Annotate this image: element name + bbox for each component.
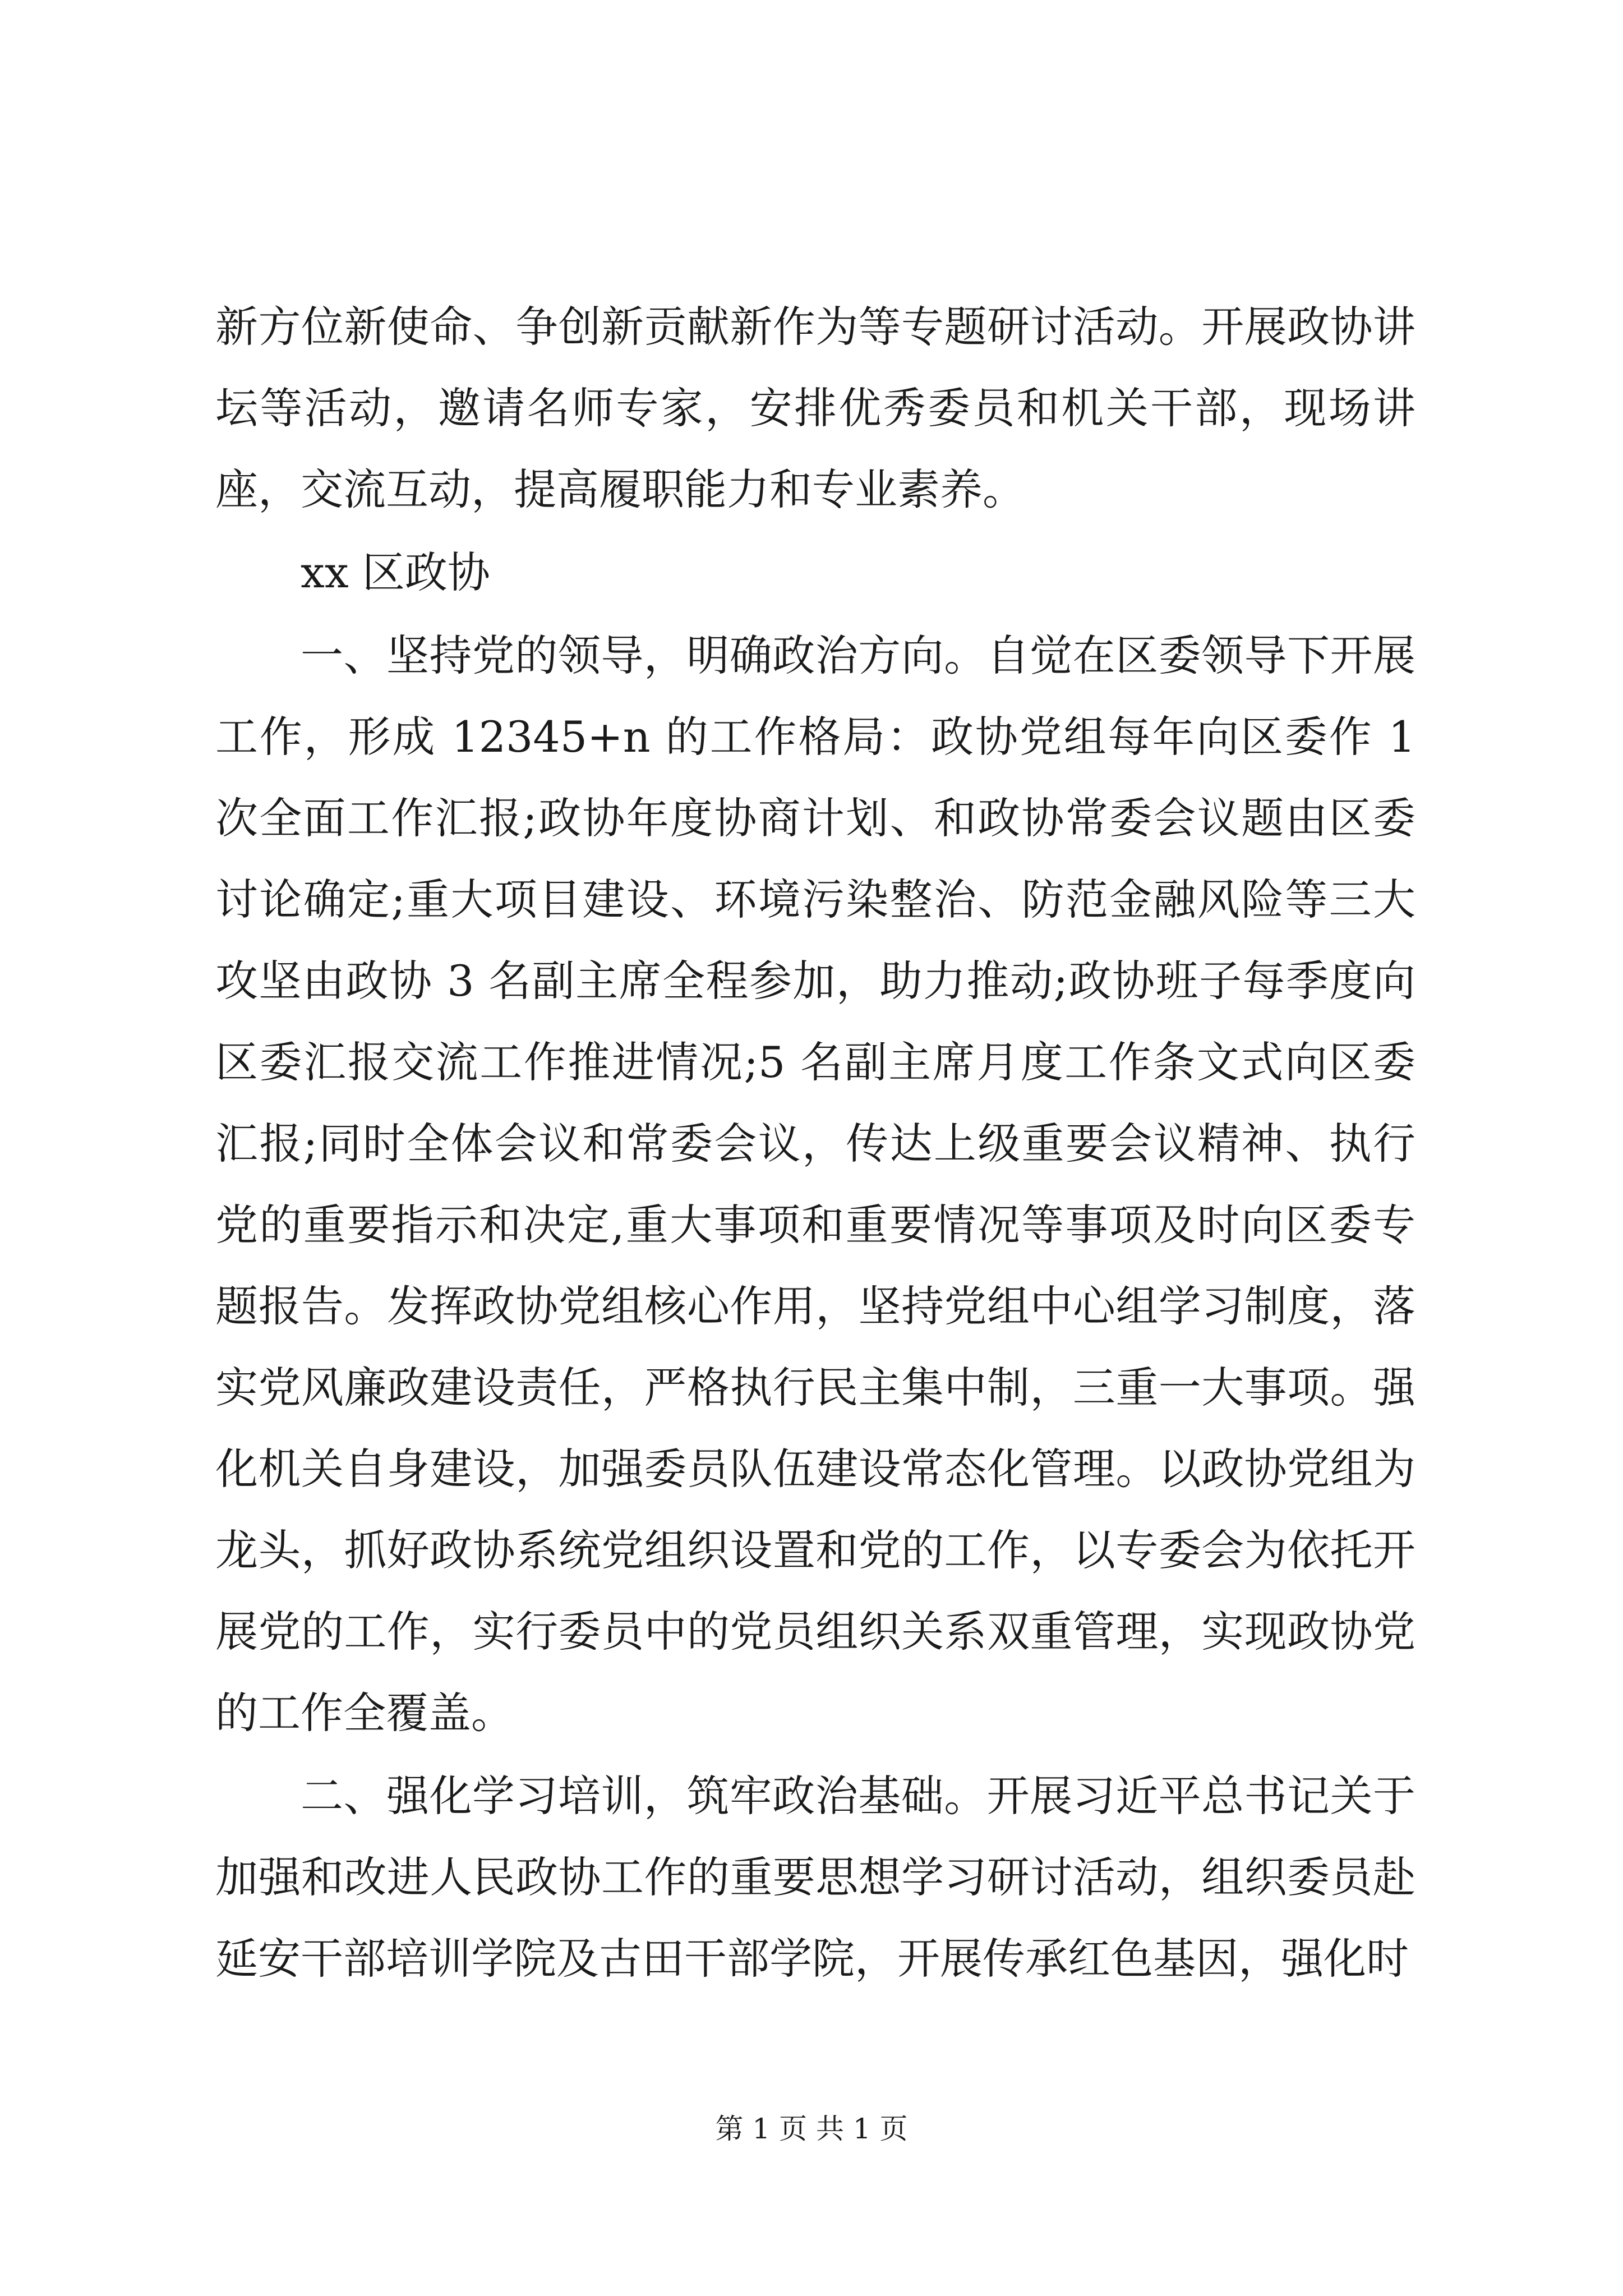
paragraph-heading-organization: xx 区政协 xyxy=(301,547,490,597)
paragraph-section-one: 一、坚持党的领导，明确政治方向。自觉在区委领导下开展工作，形成 12345+n 的工作格局：政协党组每年向区委作 1 次全面工作汇报;政协年度协商计划、和政协常委会议题由区委讨论确定;重大项目建设、环境污染整治、防范金融风险等三大攻坚由政协 3 名副主席全程参加，助力推动;政协班子每季度向区委汇报交流工作推进情况;5 名副主席月度工作条文式向区委汇报;同时全体会议和常委会议，传达上级重要会议精神、执行党的重要指示和决定,重大事项和重要情况等事项及时向区委专题报告。发挥政协党组核心作用，坚持党组中心组学习制度，落实党风廉政建设责任，严格执行民主集中制，三重一大事项。强化机关自身建设，加强委员队伍建设常态化管理。以政协党组为龙头，抓好政协系统党组织设置和党的工作，以专委会为依托开展党的工作，实行委员中的党员组织关系双重管理，实现政协党的工作全覆盖。 xyxy=(215,631,1415,1738)
paragraph-continuation: 新方位新使命、争创新贡献新作为等专题研讨活动。开展政协讲坛等活动，邀请名师专家，安排优秀委员和机关干部，现场讲座，交流互动，提高履职能力和专业素养。 xyxy=(215,302,1415,514)
page-footer: 第 1 页 共 1 页 xyxy=(715,2113,908,2145)
paragraph-section-two: 二、强化学习培训，筑牢政治基础。开展习近平总书记关于加强和改进人民政协工作的重要思想学习研讨活动，组织委员赴延安干部培训学院及古田干部学院，开展传承红色基因，强化时 xyxy=(215,1771,1415,1984)
document-body xyxy=(215,286,1415,2001)
